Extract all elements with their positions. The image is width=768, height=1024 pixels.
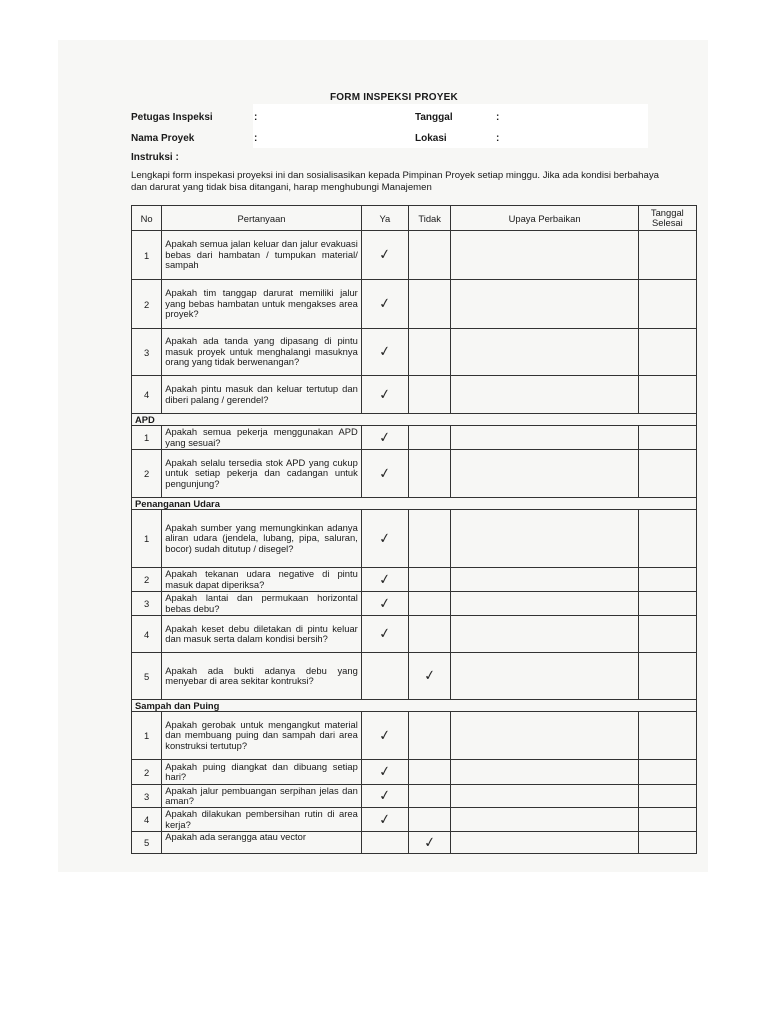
tidak-cell[interactable] [408, 592, 451, 616]
tidak-cell[interactable] [408, 510, 451, 568]
ya-cell[interactable] [361, 653, 408, 700]
check-mark-icon: ✓ [377, 726, 392, 745]
tidak-cell[interactable] [408, 832, 451, 854]
ya-cell[interactable] [361, 280, 408, 329]
check-mark-icon: ✓ [377, 343, 392, 361]
col-upaya-perbaikan: Upaya Perbaikan [451, 206, 638, 231]
ya-cell[interactable] [361, 426, 408, 450]
label-nama-proyek: Nama Proyek [131, 133, 195, 144]
upaya-perbaikan-cell[interactable] [451, 808, 638, 832]
table-row [132, 450, 697, 498]
table-row [132, 653, 697, 700]
upaya-perbaikan-cell[interactable] [451, 376, 638, 414]
col-no: No [132, 206, 162, 231]
tanggal-selesai-cell[interactable] [638, 450, 696, 498]
table-header-row [132, 206, 697, 231]
tanggal-selesai-cell[interactable] [638, 832, 696, 854]
col-tanggal-selesai: Tanggal Selesai [638, 206, 696, 231]
section-row-apd [132, 414, 697, 426]
ya-cell[interactable] [361, 231, 408, 280]
ya-cell[interactable] [361, 592, 408, 616]
table-row [132, 280, 697, 329]
sep-tanggal: : [496, 112, 500, 123]
check-mark-icon: ✓ [377, 763, 392, 781]
ya-cell[interactable] [361, 568, 408, 592]
tidak-cell[interactable] [408, 568, 451, 592]
tanggal-selesai-cell[interactable] [638, 280, 696, 329]
tanggal-selesai-cell[interactable] [638, 760, 696, 785]
row-no: 3 [132, 329, 162, 376]
row-no: 4 [132, 376, 162, 414]
row-no: 4 [132, 616, 162, 653]
table-row [132, 510, 697, 568]
label-tanggal: Tanggal [415, 112, 453, 123]
table-row [132, 785, 697, 808]
upaya-perbaikan-cell[interactable] [451, 510, 638, 568]
table-row [132, 832, 697, 854]
tanggal-selesai-cell[interactable] [638, 653, 696, 700]
upaya-perbaikan-cell[interactable] [451, 616, 638, 653]
tidak-cell[interactable] [408, 450, 451, 498]
row-question: Apakah gerobak untuk mengangkut material dan membuang puing dan sampah dari area konstruksi tertutup? [162, 712, 362, 760]
tanggal-selesai-cell[interactable] [638, 808, 696, 832]
row-question: Apakah lantai dan permukaan horizontal bebas debu? [162, 592, 362, 616]
sep-petugas: : [254, 112, 258, 123]
inspection-table [131, 205, 697, 854]
col-pertanyaan: Pertanyaan [162, 206, 362, 231]
table-row [132, 808, 697, 832]
label-petugas-inspeksi: Petugas Inspeksi [131, 112, 213, 123]
check-mark-icon: ✓ [377, 464, 392, 483]
check-mark-icon: ✓ [377, 570, 392, 589]
row-no: 1 [132, 510, 162, 568]
check-mark-icon: ✓ [422, 667, 437, 685]
ya-cell[interactable] [361, 712, 408, 760]
tanggal-selesai-cell[interactable] [638, 231, 696, 280]
check-mark-icon: ✓ [377, 246, 392, 264]
row-question: Apakah ada tanda yang dipasang di pintu masuk proyek untuk menghalangi masuknya orang yang tidak berwenangan? [162, 329, 362, 376]
tidak-cell[interactable] [408, 376, 451, 414]
upaya-perbaikan-cell[interactable] [451, 592, 638, 616]
check-mark-icon: ✓ [377, 787, 392, 805]
tanggal-selesai-cell[interactable] [638, 712, 696, 760]
row-no: 5 [132, 832, 162, 854]
row-no: 5 [132, 653, 162, 700]
upaya-perbaikan-cell[interactable] [451, 785, 638, 808]
table-row [132, 426, 697, 450]
ya-cell[interactable] [361, 329, 408, 376]
tidak-cell[interactable] [408, 426, 451, 450]
label-lokasi: Lokasi [415, 133, 447, 144]
row-no: 2 [132, 450, 162, 498]
tanggal-selesai-cell[interactable] [638, 329, 696, 376]
tidak-cell[interactable] [408, 760, 451, 785]
tanggal-selesai-cell[interactable] [638, 376, 696, 414]
row-no: 1 [132, 231, 162, 280]
check-mark-icon: ✓ [377, 625, 392, 643]
section-title: Sampah dan Puing [132, 700, 697, 712]
section-title: APD [132, 414, 697, 426]
check-mark-icon: ✓ [422, 833, 437, 852]
sep-lokasi: : [496, 133, 500, 144]
table-row [132, 568, 697, 592]
row-question: Apakah semua jalan keluar dan jalur evakuasi bebas dari hambatan / tumpukan material/ sampah [162, 231, 362, 280]
ya-cell[interactable] [361, 808, 408, 832]
check-mark-icon: ✓ [377, 295, 392, 313]
ya-cell[interactable] [361, 450, 408, 498]
ya-cell[interactable] [361, 760, 408, 785]
row-no: 1 [132, 712, 162, 760]
row-question: Apakah keset debu diletakan di pintu keluar dan masuk serta dalam kondisi bersih? [162, 616, 362, 653]
upaya-perbaikan-cell[interactable] [451, 231, 638, 280]
blank-field-area [253, 104, 648, 148]
upaya-perbaikan-cell[interactable] [451, 712, 638, 760]
table-row [132, 616, 697, 653]
row-no: 2 [132, 760, 162, 785]
row-question: Apakah ada bukti adanya debu yang menyebar di area sekitar kontruksi? [162, 653, 362, 700]
upaya-perbaikan-cell[interactable] [451, 426, 638, 450]
row-no: 1 [132, 426, 162, 450]
row-question: Apakah selalu tersedia stok APD yang cukup untuk setiap pekerja dan cadangan untuk pengunjung? [162, 450, 362, 498]
upaya-perbaikan-cell[interactable] [451, 832, 638, 854]
row-no: 2 [132, 568, 162, 592]
ya-cell[interactable] [361, 510, 408, 568]
row-question: Apakah tekanan udara negative di pintu masuk dapat diperiksa? [162, 568, 362, 592]
sep-nama-proyek: : [254, 133, 258, 144]
table-row [132, 376, 697, 414]
tanggal-selesai-cell[interactable] [638, 785, 696, 808]
ya-cell[interactable] [361, 616, 408, 653]
tidak-cell[interactable] [408, 329, 451, 376]
section-row-penanganan-udara [132, 498, 697, 510]
check-mark-icon: ✓ [377, 594, 392, 613]
upaya-perbaikan-cell[interactable] [451, 280, 638, 329]
tidak-cell[interactable] [408, 653, 451, 700]
row-question: Apakah tim tanggap darurat memiliki jalur yang bebas hambatan untuk mengakses area proyek? [162, 280, 362, 329]
table-row [132, 592, 697, 616]
row-question: Apakah ada serangga atau vector [162, 832, 362, 854]
ya-cell[interactable] [361, 832, 408, 854]
table-row [132, 329, 697, 376]
row-question: Apakah puing diangkat dan dibuang setiap hari? [162, 760, 362, 785]
upaya-perbaikan-cell[interactable] [451, 450, 638, 498]
row-no: 4 [132, 808, 162, 832]
check-mark-icon: ✓ [377, 810, 392, 829]
tidak-cell[interactable] [408, 231, 451, 280]
tanggal-selesai-cell[interactable] [638, 510, 696, 568]
scanned-page [58, 40, 708, 872]
section-title: Penanganan Udara [132, 498, 697, 510]
tanggal-selesai-cell[interactable] [638, 568, 696, 592]
tidak-cell[interactable] [408, 280, 451, 329]
check-mark-icon: ✓ [377, 529, 392, 548]
tidak-cell[interactable] [408, 785, 451, 808]
tanggal-selesai-cell[interactable] [638, 426, 696, 450]
col-tidak: Tidak [408, 206, 451, 231]
tidak-cell[interactable] [408, 712, 451, 760]
section-row-sampah-dan-puing [132, 700, 697, 712]
table-row [132, 760, 697, 785]
upaya-perbaikan-cell[interactable] [451, 329, 638, 376]
col-ya: Ya [361, 206, 408, 231]
tidak-cell[interactable] [408, 616, 451, 653]
row-question: Apakah jalur pembuangan serpihan jelas dan aman? [162, 785, 362, 808]
row-question: Apakah dilakukan pembersihan rutin di area kerja? [162, 808, 362, 832]
tanggal-selesai-cell[interactable] [638, 616, 696, 653]
tanggal-selesai-cell[interactable] [638, 592, 696, 616]
check-mark-icon: ✓ [377, 385, 392, 404]
tidak-cell[interactable] [408, 808, 451, 832]
row-question: Apakah pintu masuk dan keluar tertutup dan diberi palang / gerendel? [162, 376, 362, 414]
row-no: 3 [132, 592, 162, 616]
table-row [132, 712, 697, 760]
check-mark-icon: ✓ [377, 428, 392, 447]
instructions-text: Lengkapi form inspekasi proyeksi ini dan sosialisasikan kepada Pimpinan Proyek setiap minggu. Jika ada kondisi berbahaya dan darurat yang tidak bisa ditangani, harap menghubungi Manajemen [131, 170, 659, 193]
row-no: 2 [132, 280, 162, 329]
upaya-perbaikan-cell[interactable] [451, 760, 638, 785]
upaya-perbaikan-cell[interactable] [451, 568, 638, 592]
ya-cell[interactable] [361, 785, 408, 808]
instructions-label: Instruksi : [131, 152, 179, 163]
form-title: FORM INSPEKSI PROYEK [330, 92, 458, 103]
upaya-perbaikan-cell[interactable] [451, 653, 638, 700]
row-question: Apakah sumber yang memungkinkan adanya aliran udara (jendela, lubang, pipa, saluran, bocor) sudah ditutup / disegel? [162, 510, 362, 568]
row-question: Apakah semua pekerja menggunakan APD yang sesuai? [162, 426, 362, 450]
row-no: 3 [132, 785, 162, 808]
ya-cell[interactable] [361, 376, 408, 414]
table-row [132, 231, 697, 280]
